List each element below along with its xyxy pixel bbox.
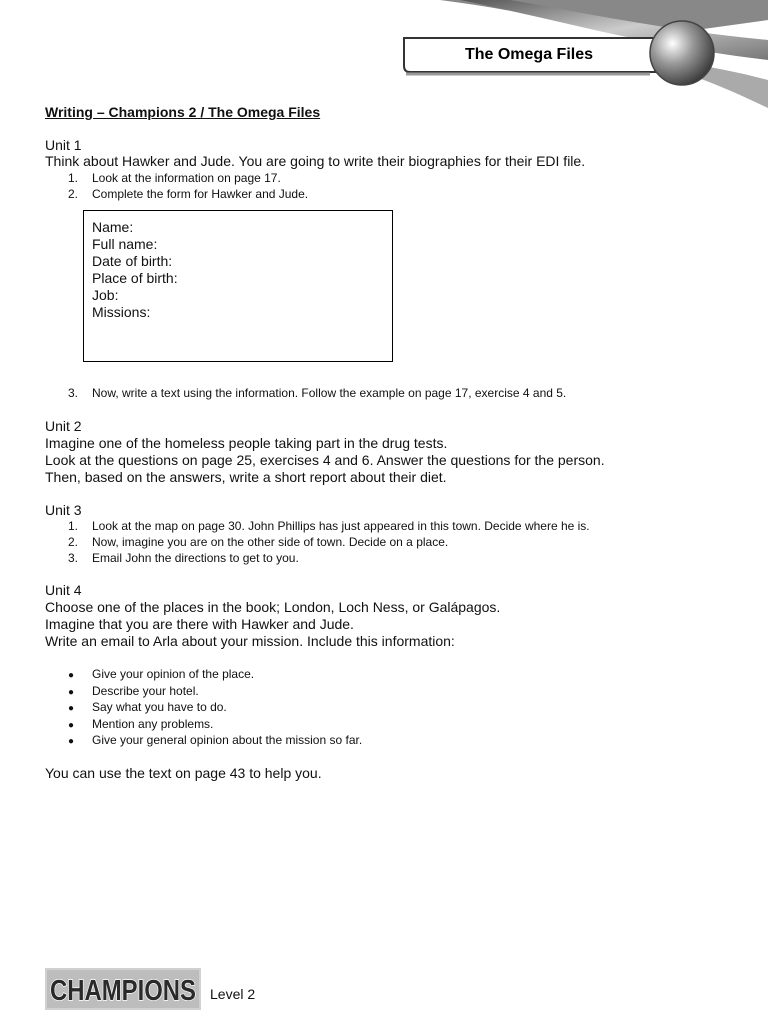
bullet-item: ● Say what you have to do. bbox=[68, 700, 227, 714]
unit2-line: Imagine one of the homeless people taking part in the drug tests. bbox=[45, 435, 448, 451]
list-item: 3. Email John the directions to get to you. bbox=[68, 551, 299, 565]
logo-text: CHAMPIONS bbox=[50, 975, 196, 1007]
header-title: The Omega Files bbox=[464, 46, 594, 63]
unit1-label: Unit 1 bbox=[45, 137, 82, 153]
form-field-place-of-birth: Place of birth: bbox=[92, 270, 178, 286]
unit3-label: Unit 3 bbox=[45, 502, 82, 518]
bullet-item: ● Describe your hotel. bbox=[68, 684, 199, 698]
form-field-date-of-birth: Date of birth: bbox=[92, 253, 173, 269]
list-item: 2. Complete the form for Hawker and Jude. bbox=[68, 187, 309, 201]
document-heading: Writing – Champions 2 / The Omega Files bbox=[45, 104, 321, 120]
unit4-line: Write an email to Arla about your mission. Include this information: bbox=[45, 633, 455, 649]
form-field-job: Job: bbox=[92, 287, 119, 303]
bullet-item: ● Give your opinion of the place. bbox=[68, 667, 255, 681]
list-item: 3. Now, write a text using the information. Follow the example on page 17, exercise 4 and 5. bbox=[68, 386, 567, 400]
form-field-full-name: Full name: bbox=[92, 236, 158, 252]
unit1-intro: Think about Hawker and Jude. You are going to write their biographies for their EDI file. bbox=[45, 153, 586, 169]
champions-logo bbox=[45, 968, 201, 1010]
biography-form-box bbox=[83, 210, 393, 362]
unit2-line: Then, based on the answers, write a short report about their diet. bbox=[45, 469, 447, 485]
list-item: 2. Now, imagine you are on the other side of town. Decide on a place. bbox=[68, 535, 449, 549]
footer-level: Level 2 bbox=[210, 986, 256, 1002]
list-item: 1. Look at the information on page 17. bbox=[68, 171, 281, 185]
unit4-label: Unit 4 bbox=[45, 582, 82, 598]
closing-note: You can use the text on page 43 to help you. bbox=[45, 765, 322, 781]
unit2-line: Look at the questions on page 25, exercises 4 and 6. Answer the questions for the person. bbox=[45, 452, 605, 468]
unit4-line: Choose one of the places in the book; London, Loch Ness, or Galápagos. bbox=[45, 599, 501, 615]
form-field-name: Name: bbox=[92, 219, 134, 235]
list-item: 1. Look at the map on page 30. John Phillips has just appeared in this town. Decide where he is. bbox=[68, 519, 590, 533]
form-field-missions: Missions: bbox=[92, 304, 151, 320]
unit2-label: Unit 2 bbox=[45, 418, 82, 434]
unit4-line: Imagine that you are there with Hawker and Jude. bbox=[45, 616, 354, 632]
bullet-item: ● Give your general opinion about the mission so far. bbox=[68, 733, 363, 747]
bullet-item: ● Mention any problems. bbox=[68, 717, 214, 731]
